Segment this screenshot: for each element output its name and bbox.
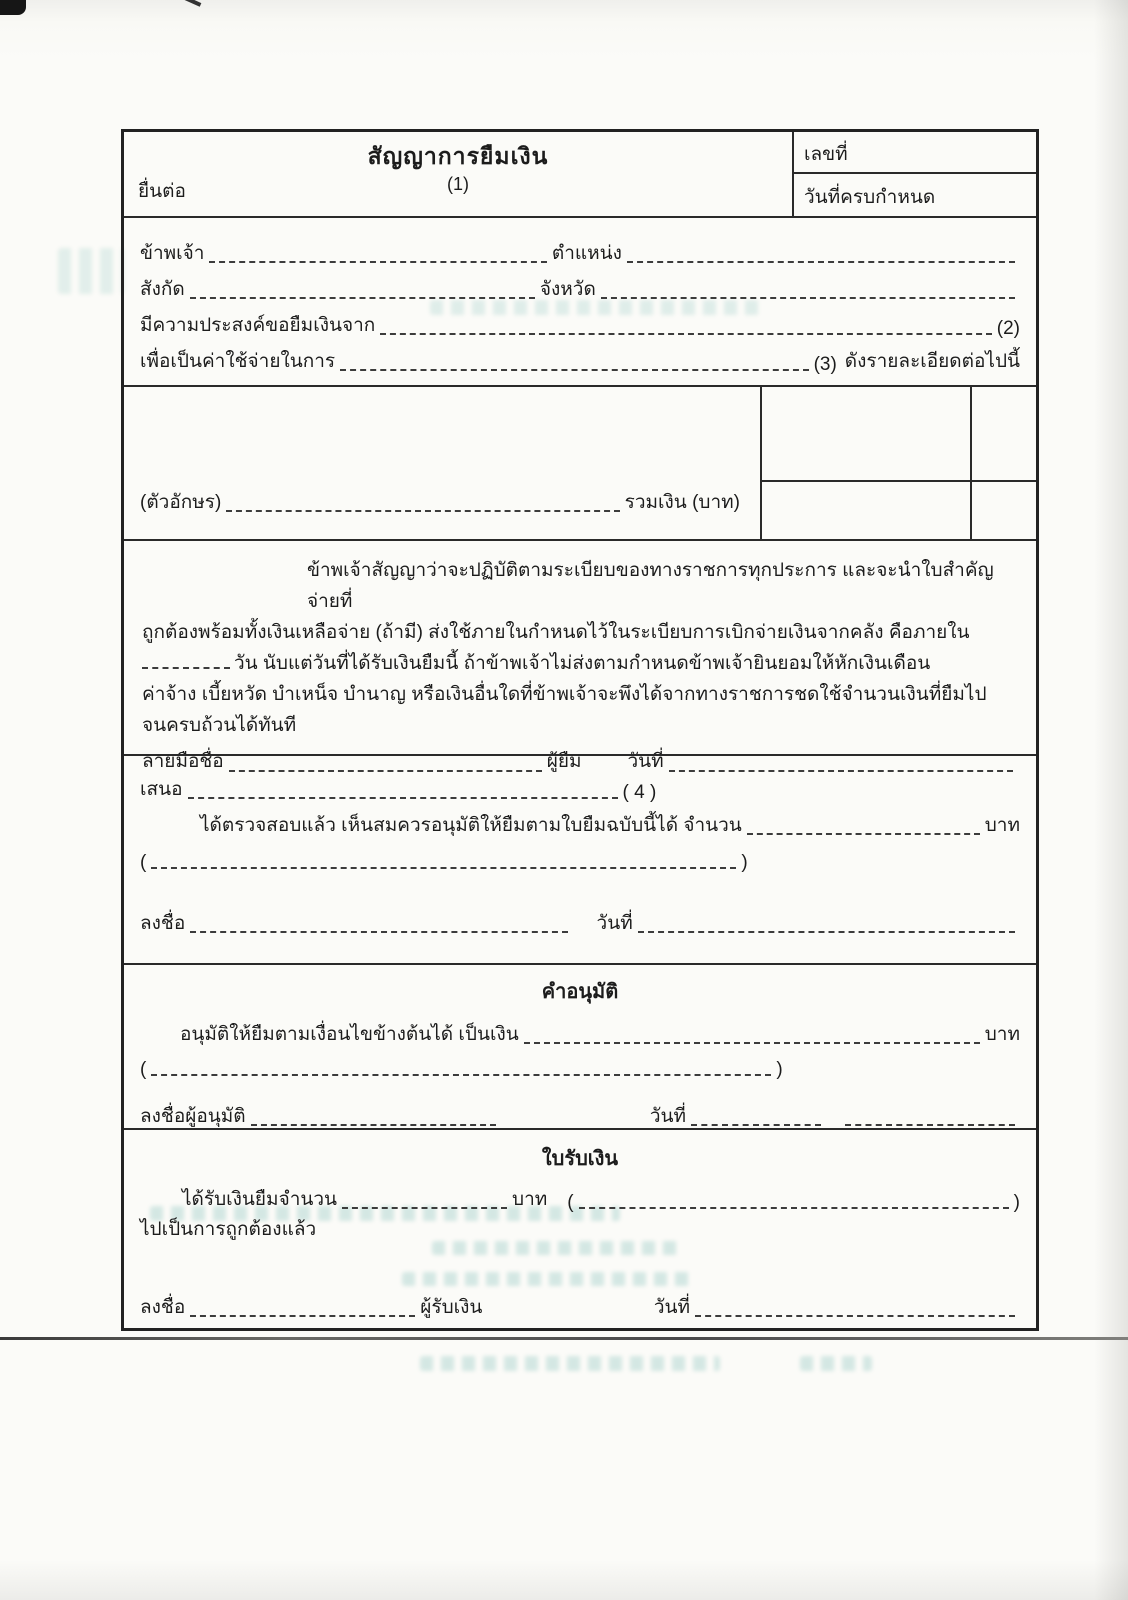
satang-column-divider xyxy=(970,387,972,539)
province-label: จังหวัด xyxy=(539,278,596,300)
receipt-date-fill-line xyxy=(695,1315,1015,1317)
approval-amount-fill-line xyxy=(524,1042,980,1044)
receiver-label: ผู้รับเงิน xyxy=(420,1296,483,1318)
signature-label: ลายมือชื่อ xyxy=(142,750,224,772)
agreement-line-text: วัน นับแต่วันที่ได้รับเงินยืมนี้ ถ้าข้าพเจ้าไม่ส่งตามกำหนดข้าพเจ้ายินยอมให้หักเงินเดือน xyxy=(234,652,931,674)
amount-in-words-fill-line xyxy=(226,510,619,512)
approval-statement-row xyxy=(140,1013,1020,1049)
doc-no-label: เลขที่ xyxy=(794,132,1036,174)
approver-sign-label: ลงชื่อผู้อนุมัติ xyxy=(140,1105,246,1127)
affiliation-province-row xyxy=(140,268,1020,304)
amount-column-divider xyxy=(760,387,762,539)
receiver-sign-fill-line xyxy=(190,1315,415,1317)
agreement-line xyxy=(142,648,1018,679)
review-section xyxy=(124,754,1036,963)
borrow-from-ref: (2) xyxy=(996,317,1020,339)
province-fill-line xyxy=(601,297,1015,299)
agreement-line: ค่าจ้าง เบี้ยหวัด บำเหน็จ บำนาญ หรือเงินอื่นใดที่ข้าพเจ้าจะพึงได้จากทางราชการชดใช้จำนวนเงินที่ยืมไป xyxy=(142,683,987,705)
header-right-box xyxy=(792,132,1036,216)
approval-section xyxy=(124,963,1036,1128)
baht-label: บาท xyxy=(512,1188,548,1210)
baht-label: บาท xyxy=(984,1023,1020,1045)
due-date-label: วันที่ครบกำหนด xyxy=(804,187,936,208)
open-paren: ( xyxy=(140,1058,147,1080)
name-fill-line xyxy=(209,261,546,263)
scan-artifact xyxy=(0,0,26,15)
purpose-ref: (3) xyxy=(813,353,837,375)
amount-in-words-row xyxy=(140,487,740,517)
approval-date-fill-line-2 xyxy=(845,1124,1015,1126)
borrow-from-row xyxy=(140,304,1020,340)
review-signature-row xyxy=(140,904,1020,938)
position-label: ตำแหน่ง xyxy=(551,242,622,264)
scan-fold-line xyxy=(0,1337,1128,1340)
correct-label: ไปเป็นการถูกต้องแล้ว xyxy=(140,1218,317,1240)
open-paren: ( xyxy=(567,1191,574,1213)
scan-edge-shading xyxy=(0,1560,1128,1600)
ink-bleedthrough xyxy=(800,1356,872,1371)
borrow-from-label: มีความประสงค์ขอยืมเงินจาก xyxy=(140,314,376,336)
ink-bleedthrough xyxy=(420,1356,720,1371)
days-fill-line xyxy=(142,667,230,669)
agreement-line: ข้าพเจ้าสัญญาว่าจะปฏิบัติตามระเบียบของทางราชการทุกประการ และจะนำใบสำคัญจ่ายที่ xyxy=(307,559,994,612)
submit-to-label: ยื่นต่อ xyxy=(138,181,186,202)
date-label: วันที่ xyxy=(653,1296,690,1318)
receipt-heading: ใบรับเงิน xyxy=(541,1147,619,1170)
amount-table-section xyxy=(124,385,1036,539)
form-number: (1) xyxy=(447,174,469,194)
affiliation-fill-line xyxy=(190,297,535,299)
open-paren: ( xyxy=(140,851,147,873)
agreement-line: ถูกต้องพร้อมทั้งเงินเหลือจ่าย (ถ้ามี) ส่งใช้ภายในกำหนดไว้ในระเบียบการเบิกจ่ายเงินจากคลัง คือภายใน xyxy=(142,621,970,643)
purpose-row xyxy=(140,340,1020,376)
propose-label: เสนอ xyxy=(140,778,183,800)
purpose-suffix: ดังรายละเอียดต่อไปนี้ xyxy=(844,350,1020,372)
propose-ref: ( 4 ) xyxy=(622,781,657,803)
receipt-statement: ได้รับเงินยืมจำนวน xyxy=(182,1188,338,1210)
review-amount-fill-line xyxy=(747,833,980,835)
sign-label: ลงชื่อ xyxy=(140,912,186,934)
name-label: ข้าพเจ้า xyxy=(140,242,205,264)
receipt-correct-row xyxy=(140,1214,1020,1244)
receipt-signature-row xyxy=(140,1288,1020,1322)
close-paren: ) xyxy=(1013,1191,1020,1213)
review-date-fill-line xyxy=(638,931,1015,933)
date-label: วันที่ xyxy=(649,1105,686,1127)
receipt-statement-row xyxy=(140,1178,1020,1214)
date-label: วันที่ xyxy=(627,750,664,772)
form-header xyxy=(124,132,1036,216)
agreement-line: จนครบถ้วนได้ทันที xyxy=(142,714,297,736)
purpose-fill-line xyxy=(340,369,808,371)
affiliation-label: สังกัด xyxy=(140,278,185,300)
receipt-section xyxy=(124,1128,1036,1328)
review-statement-row xyxy=(140,804,1020,840)
ink-bleedthrough xyxy=(58,248,124,294)
approval-signature-row xyxy=(140,1097,1020,1131)
close-paren: ) xyxy=(741,851,748,873)
receipt-amount-fill-line xyxy=(342,1207,507,1209)
purpose-label: เพื่อเป็นค่าใช้จ่ายในการ xyxy=(140,350,336,372)
approval-words-fill-line xyxy=(151,1074,771,1076)
borrow-from-fill-line xyxy=(380,333,991,335)
borrower-info-section xyxy=(124,216,1036,385)
name-position-row xyxy=(140,232,1020,268)
date-label: วันที่ xyxy=(596,912,633,934)
review-words-fill-line xyxy=(151,867,736,869)
scan-edge-shading xyxy=(1094,0,1128,1600)
total-amount-label: รวมเงิน (บาท) xyxy=(624,491,740,513)
scan-artifact xyxy=(169,0,202,7)
receipt-words-fill-line xyxy=(579,1207,1009,1209)
borrower-label: ผู้ยืม xyxy=(546,750,582,772)
approval-heading: คำอนุมัติ xyxy=(541,980,619,1003)
close-paren: ) xyxy=(776,1058,783,1080)
approval-statement: อนุมัติให้ยืมตามเงื่อนไขข้างต้นได้ เป็นเงิน xyxy=(180,1023,519,1045)
amount-row-divider xyxy=(760,480,1036,482)
review-amount-words-row xyxy=(140,840,1020,874)
approval-date-fill-line xyxy=(691,1124,821,1126)
review-statement: ได้ตรวจสอบแล้ว เห็นสมควรอนุมัติให้ยืมตามใบยืมฉบับนี้ได้ จำนวน xyxy=(200,814,742,836)
approval-amount-words-row xyxy=(140,1049,1020,1081)
form-title: สัญญาการยืมเงิน xyxy=(367,143,549,169)
approver-sign-fill-line xyxy=(251,1124,496,1126)
loan-agreement-form xyxy=(121,129,1039,1331)
baht-label: บาท xyxy=(984,814,1020,836)
agreement-section xyxy=(124,539,1036,772)
review-sign-fill-line xyxy=(190,931,567,933)
propose-row xyxy=(140,770,1020,804)
receiver-sign-label: ลงชื่อ xyxy=(140,1296,186,1318)
position-fill-line xyxy=(627,261,1015,263)
amount-in-words-label: (ตัวอักษร) xyxy=(140,491,222,513)
propose-fill-line xyxy=(188,797,618,799)
